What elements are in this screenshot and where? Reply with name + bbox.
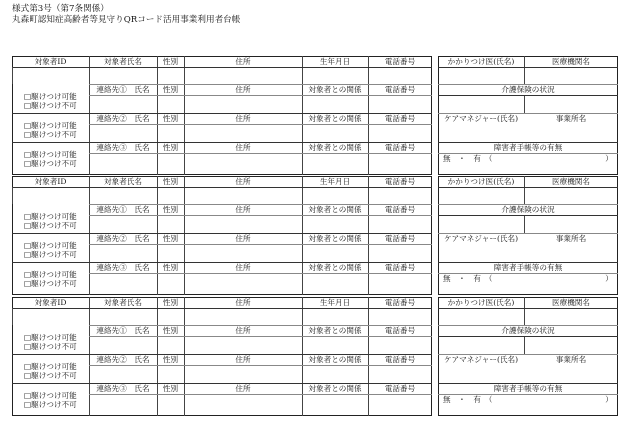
office-header: 事業所名	[555, 234, 587, 243]
hospital-header: 医療機関名	[552, 298, 590, 307]
disability-choice-close: ）	[605, 274, 613, 283]
disability-header: 障害者手帳等の有無	[493, 143, 563, 152]
contact-3-gender-label: 性別	[162, 143, 179, 152]
subject-contact-table	[12, 176, 432, 295]
phone-header: 電話番号	[384, 57, 416, 66]
contact-2-address-label: 住所	[235, 355, 251, 364]
page-title: 丸森町認知症高齢者等見守りQRコード活用事業利用者台帳	[12, 15, 241, 25]
contact-2-phone-label: 電話番号	[384, 234, 416, 243]
care-status-header: 介護保険の状況	[501, 205, 555, 214]
contact-3-gender-label: 性別	[162, 384, 179, 393]
birth-date-header: 生年月日	[319, 57, 351, 66]
subject-contact-table	[12, 56, 432, 175]
contact-3-rush-ng-checkbox[interactable]: □駆けつけ不可	[24, 159, 77, 168]
address-header: 住所	[235, 298, 251, 307]
contact-1-rush-ng-checkbox[interactable]: □駆けつけ不可	[24, 342, 77, 351]
gender-header: 性別	[162, 177, 179, 186]
care-manager-header: ケアマネジャー(氏名)	[443, 234, 519, 243]
contact-1-phone-label: 電話番号	[384, 205, 416, 214]
contact-3-rush-ok-checkbox[interactable]: □駆けつけ可能	[24, 150, 77, 159]
gender-header: 性別	[162, 298, 179, 307]
subject-id-header: 対象者ID	[34, 298, 67, 307]
contact-1-name-label: 連絡先① 氏名	[96, 326, 150, 335]
contact-1-rush-ng-checkbox[interactable]: □駆けつけ不可	[24, 221, 77, 230]
contact-2-gender-label: 性別	[162, 114, 179, 123]
contact-2-rush-ng-checkbox[interactable]: □駆けつけ不可	[24, 250, 77, 259]
care-status-header: 介護保険の状況	[501, 326, 555, 335]
subject-id-header: 対象者ID	[34, 57, 67, 66]
contact-1-address-label: 住所	[235, 205, 251, 214]
contact-3-rush-ok-checkbox[interactable]: □駆けつけ可能	[24, 270, 77, 279]
contact-2-rush-ok-checkbox[interactable]: □駆けつけ可能	[24, 241, 77, 250]
registry-block-1	[12, 56, 618, 175]
care-info-table	[438, 176, 618, 295]
contact-2-address-label: 住所	[235, 114, 251, 123]
contact-2-gender-label: 性別	[162, 234, 179, 243]
contact-2-phone-label: 電話番号	[384, 114, 416, 123]
address-header: 住所	[235, 177, 251, 186]
contact-1-phone-label: 電話番号	[384, 85, 416, 94]
registry-block-3	[12, 297, 618, 416]
contact-3-relation-label: 対象者との関係	[308, 263, 362, 272]
contact-1-rush-ok-checkbox[interactable]: □駆けつけ可能	[24, 212, 77, 221]
phone-header: 電話番号	[384, 298, 416, 307]
subject-contact-table	[12, 297, 432, 416]
disability-choice[interactable]: 無 ・ 有 （	[443, 395, 493, 404]
form-number: 様式第3号（第7条関係）	[12, 4, 109, 14]
office-header: 事業所名	[555, 355, 587, 364]
contact-1-address-label: 住所	[235, 85, 251, 94]
subject-id-header: 対象者ID	[34, 177, 67, 186]
contact-1-relation-label: 対象者との関係	[308, 326, 362, 335]
office-header: 事業所名	[555, 114, 587, 123]
contact-1-gender-label: 性別	[162, 205, 179, 214]
subject-name-header: 対象者氏名	[104, 57, 142, 66]
contact-1-address-label: 住所	[235, 326, 251, 335]
contact-1-gender-label: 性別	[162, 326, 179, 335]
contact-2-phone-label: 電話番号	[384, 355, 416, 364]
contact-3-phone-label: 電話番号	[384, 384, 416, 393]
contact-3-name-label: 連絡先③ 氏名	[96, 143, 150, 152]
birth-date-header: 生年月日	[319, 298, 351, 307]
contact-2-name-label: 連絡先② 氏名	[96, 234, 150, 243]
subject-name-header: 対象者氏名	[104, 177, 142, 186]
phone-header: 電話番号	[384, 177, 416, 186]
disability-choice-close: ）	[605, 395, 613, 404]
care-manager-header: ケアマネジャー(氏名)	[443, 114, 519, 123]
care-info-table	[438, 297, 618, 416]
contact-3-rush-ng-checkbox[interactable]: □駆けつけ不可	[24, 400, 77, 409]
contact-2-gender-label: 性別	[162, 355, 179, 364]
contact-1-rush-ok-checkbox[interactable]: □駆けつけ可能	[24, 92, 77, 101]
contact-3-address-label: 住所	[235, 384, 251, 393]
care-status-header: 介護保険の状況	[501, 85, 555, 94]
doctor-header: かかりつけ医(氏名)	[447, 57, 515, 66]
hospital-header: 医療機関名	[552, 177, 590, 186]
contact-1-relation-label: 対象者との関係	[308, 85, 362, 94]
contact-2-rush-ok-checkbox[interactable]: □駆けつけ可能	[24, 362, 77, 371]
contact-3-phone-label: 電話番号	[384, 263, 416, 272]
contact-3-address-label: 住所	[235, 263, 251, 272]
disability-header: 障害者手帳等の有無	[493, 263, 563, 272]
disability-choice-close: ）	[605, 154, 613, 163]
contact-2-relation-label: 対象者との関係	[308, 234, 362, 243]
contact-2-name-label: 連絡先② 氏名	[96, 355, 150, 364]
contact-1-phone-label: 電話番号	[384, 326, 416, 335]
doctor-header: かかりつけ医(氏名)	[447, 177, 515, 186]
contact-3-name-label: 連絡先③ 氏名	[96, 263, 150, 272]
gender-header: 性別	[162, 57, 179, 66]
contact-2-rush-ng-checkbox[interactable]: □駆けつけ不可	[24, 371, 77, 380]
registry-block-2	[12, 176, 618, 295]
contact-1-name-label: 連絡先① 氏名	[96, 205, 150, 214]
contact-1-relation-label: 対象者との関係	[308, 205, 362, 214]
contact-2-rush-ok-checkbox[interactable]: □駆けつけ可能	[24, 121, 77, 130]
contact-3-relation-label: 対象者との関係	[308, 143, 362, 152]
hospital-header: 医療機関名	[552, 57, 590, 66]
disability-choice[interactable]: 無 ・ 有 （	[443, 274, 493, 283]
disability-choice[interactable]: 無 ・ 有 （	[443, 154, 493, 163]
contact-2-relation-label: 対象者との関係	[308, 355, 362, 364]
contact-3-address-label: 住所	[235, 143, 251, 152]
contact-2-address-label: 住所	[235, 234, 251, 243]
subject-name-header: 対象者氏名	[104, 298, 142, 307]
contact-1-rush-ng-checkbox[interactable]: □駆けつけ不可	[24, 101, 77, 110]
birth-date-header: 生年月日	[319, 177, 351, 186]
contact-3-phone-label: 電話番号	[384, 143, 416, 152]
contact-1-name-label: 連絡先① 氏名	[96, 85, 150, 94]
address-header: 住所	[235, 57, 251, 66]
contact-2-rush-ng-checkbox[interactable]: □駆けつけ不可	[24, 130, 77, 139]
contact-2-relation-label: 対象者との関係	[308, 114, 362, 123]
contact-2-name-label: 連絡先② 氏名	[96, 114, 150, 123]
contact-3-rush-ng-checkbox[interactable]: □駆けつけ不可	[24, 279, 77, 288]
contact-1-rush-ok-checkbox[interactable]: □駆けつけ可能	[24, 333, 77, 342]
care-manager-header: ケアマネジャー(氏名)	[443, 355, 519, 364]
contact-3-relation-label: 対象者との関係	[308, 384, 362, 393]
contact-3-name-label: 連絡先③ 氏名	[96, 384, 150, 393]
care-info-table	[438, 56, 618, 175]
contact-1-gender-label: 性別	[162, 85, 179, 94]
contact-3-gender-label: 性別	[162, 263, 179, 272]
disability-header: 障害者手帳等の有無	[493, 384, 563, 393]
doctor-header: かかりつけ医(氏名)	[447, 298, 515, 307]
contact-3-rush-ok-checkbox[interactable]: □駆けつけ可能	[24, 391, 77, 400]
